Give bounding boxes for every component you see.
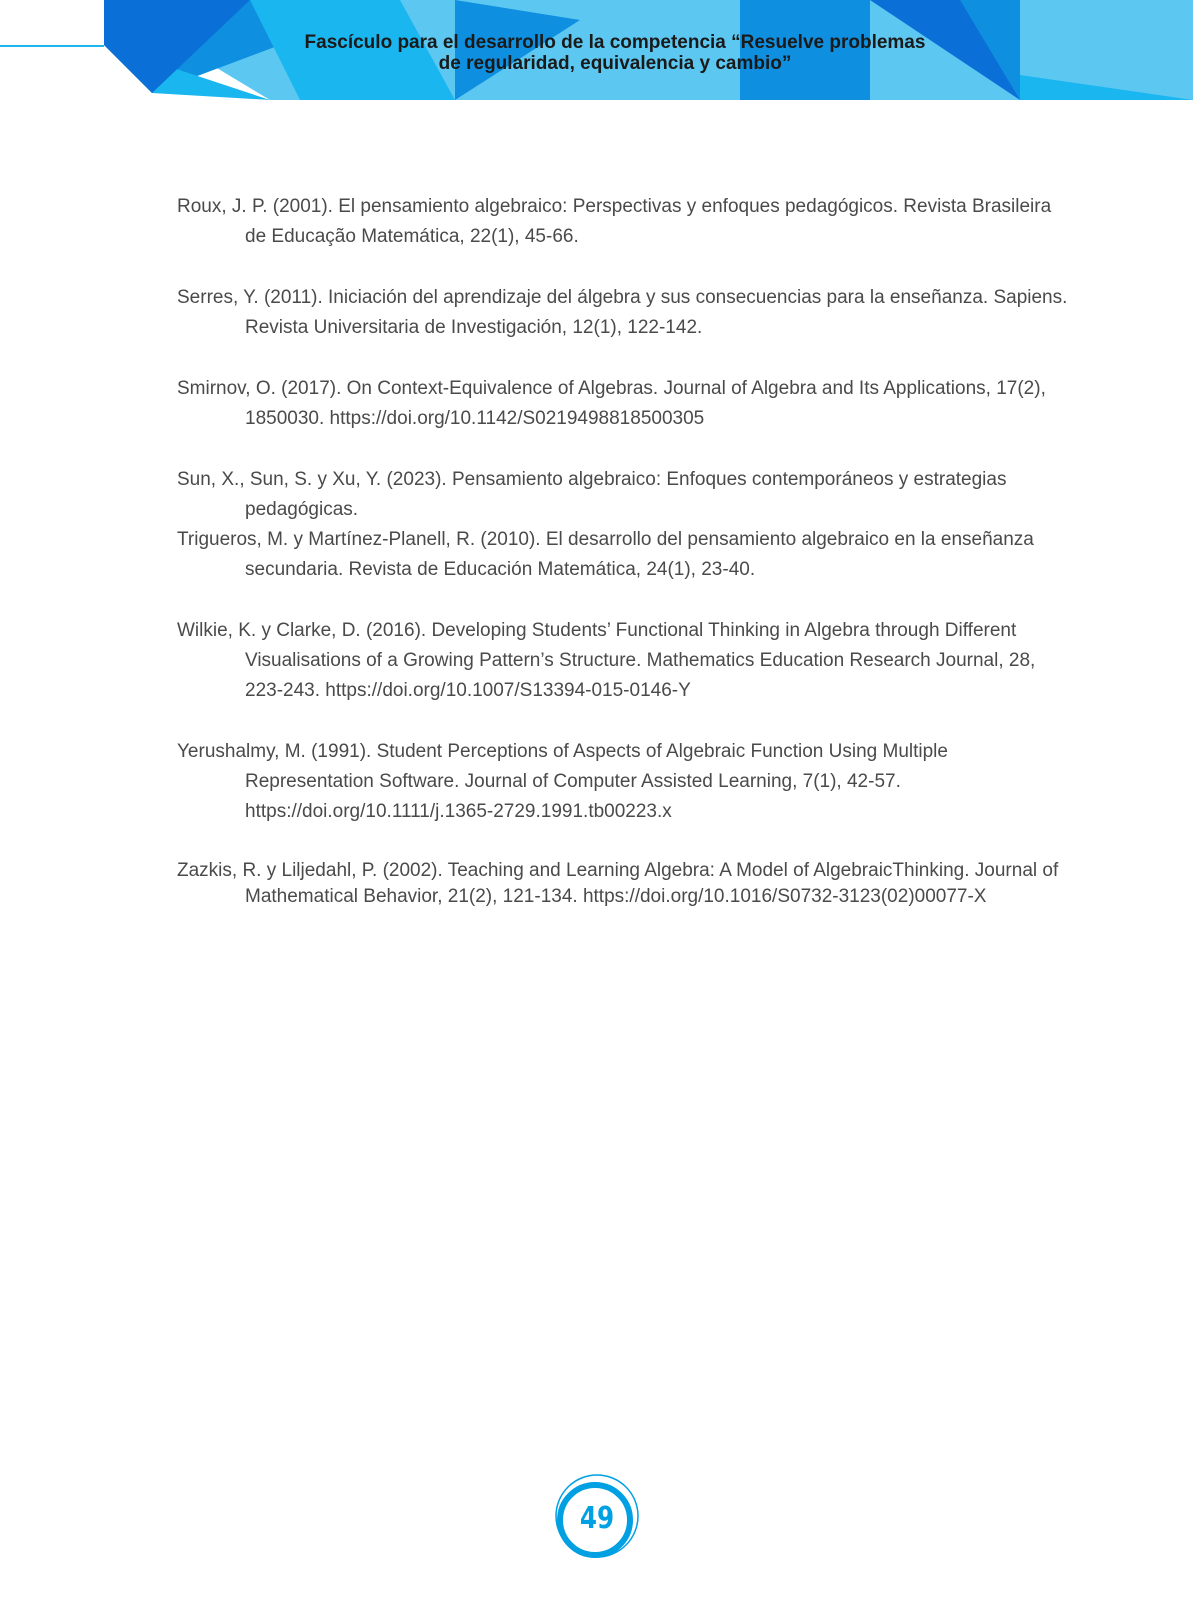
page-number: 49 bbox=[579, 1501, 615, 1536]
page-number-badge bbox=[550, 1472, 644, 1566]
header-title-line-2: de regularidad, equivalencia y cambio” bbox=[438, 53, 792, 74]
reference-entry: Trigueros, M. y Martínez-Planell, R. (2010). El desarrollo del pensamiento algebraico en la enseñanza secundaria. Revista de Educación Matemática, 24(1), 23-40. bbox=[177, 529, 1034, 580]
reference-entry: Smirnov, O. (2017). On Context-Equivalence of Algebras. Journal of Algebra and Its Applications, 17(2), 1850030. https://doi.org/10.1142/S0219498818500305 bbox=[177, 378, 1046, 429]
header-banner bbox=[0, 0, 1193, 100]
reference-list bbox=[177, 192, 1077, 941]
header-title bbox=[200, 32, 1030, 74]
reference-entry: Zazkis, R. y Liljedahl, P. (2002). Teaching and Learning Algebra: A Model of AlgebraicThinking. Journal of Mathematical Behavior, 21(2), 121-134. https://doi.org/10.1016/S0732-3123(02)00077-X bbox=[177, 860, 1059, 907]
reference-entry: Yerushalmy, M. (1991). Student Perceptions of Aspects of Algebraic Function Using Multiple Representation Software. Journal of Computer Assisted Learning, 7(1), 42-57. https://doi.org/10.1111/j.1365-2729.1991.tb00223.x bbox=[177, 741, 948, 822]
header-title-line-1: Fascículo para el desarrollo de la competencia “Resuelve problemas bbox=[304, 32, 926, 53]
reference-entry: Roux, J. P. (2001). El pensamiento algebraico: Perspectivas y enfoques pedagógicos. Revista Brasileira de Educação Matemática, 22(1), 45-66. bbox=[177, 196, 1052, 247]
reference-entry: Sun, X., Sun, S. y Xu, Y. (2023). Pensamiento algebraico: Enfoques contemporáneos y estrategias pedagógicas. bbox=[177, 469, 1007, 520]
reference-entry: Wilkie, K. y Clarke, D. (2016). Developing Students’ Functional Thinking in Algebra through Different Visualisations of a Growing Pattern’s Structure. Mathematics Education Research Journal, 28, 223-243. https://doi.org/10.1007/S13394-015-0146-Y bbox=[177, 620, 1036, 701]
reference-entry: Serres, Y. (2011). Iniciación del aprendizaje del álgebra y sus consecuencias para la enseñanza. Sapiens. Revista Universitaria de Investigación, 12(1), 122-142. bbox=[177, 287, 1068, 338]
